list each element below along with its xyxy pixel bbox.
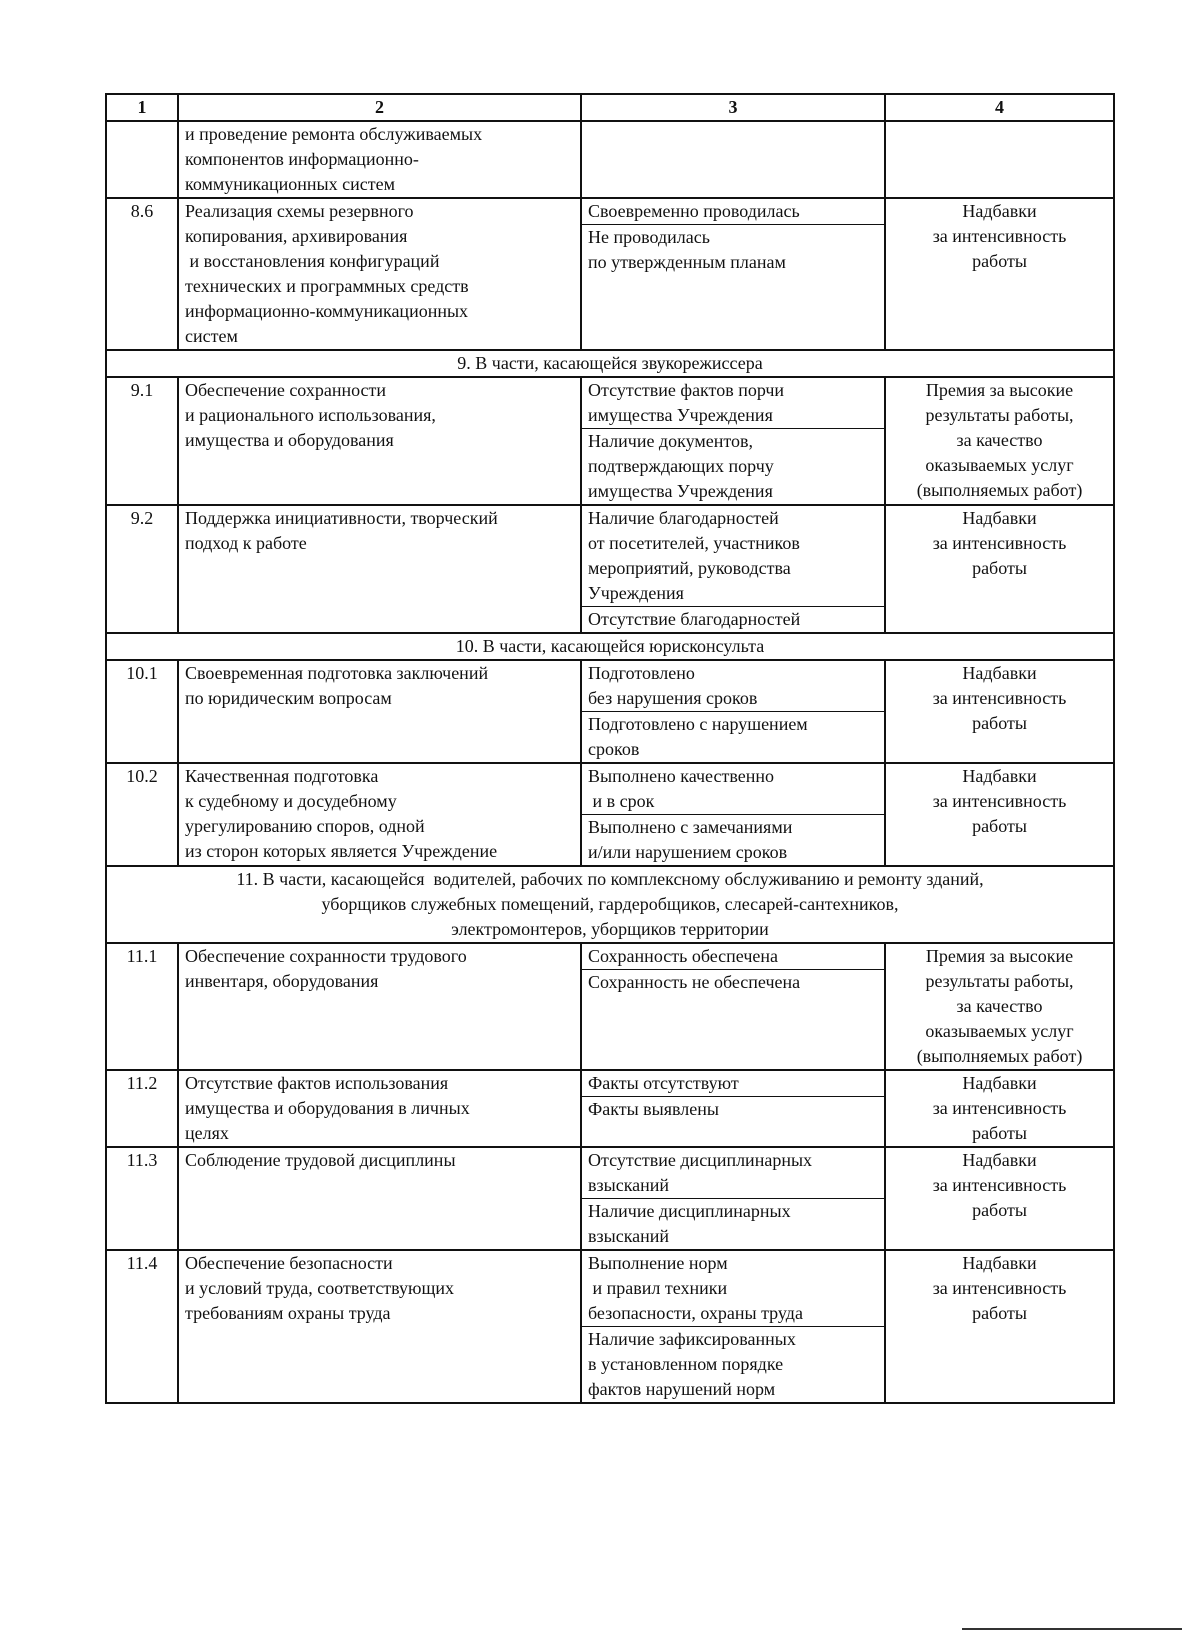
text-line: и/или нарушением сроков <box>588 842 788 862</box>
table-row <box>106 121 1114 198</box>
text-line: подтверждающих порчу <box>588 456 774 476</box>
text-line: электромонтеров, уборщиков территории <box>451 919 769 939</box>
text-line: Качественная подготовка <box>185 766 379 786</box>
text-line: и проведение ремонта обслуживаемых <box>185 124 483 144</box>
criterion <box>582 428 884 504</box>
text-line: взысканий <box>588 1226 670 1246</box>
text-line: оказываемых услуг <box>925 1021 1074 1041</box>
indicator-text <box>178 198 581 350</box>
text-line: за интенсивность <box>932 688 1067 708</box>
text-line: и условий труда, соответствующих <box>185 1278 454 1298</box>
item-number: 10.1 <box>106 660 178 763</box>
text-line: из сторон которых является Учреждение <box>185 841 498 861</box>
criterion <box>582 1326 884 1402</box>
text-line: Премия за высокие <box>925 946 1074 966</box>
item-number: 10.2 <box>106 763 178 866</box>
text-line: работы <box>972 1200 1027 1220</box>
text-line: и в срок <box>588 791 655 811</box>
text-line: взысканий <box>588 1175 670 1195</box>
criteria-cell <box>581 121 885 198</box>
text-line: оказываемых услуг <box>925 455 1074 475</box>
indicator-text <box>178 1147 581 1250</box>
text-line: (выполняемых работ) <box>916 1046 1083 1066</box>
criteria-cell <box>581 505 885 633</box>
criterion <box>582 1071 884 1096</box>
text-line: сроков <box>588 739 640 759</box>
section-heading <box>106 350 1114 377</box>
text-line: Факты выявлены <box>588 1099 720 1119</box>
text-line: по утвержденным планам <box>588 252 786 272</box>
criterion <box>582 378 884 428</box>
criteria-cell <box>581 377 885 505</box>
text-line: Отсутствие дисциплинарных <box>588 1150 813 1170</box>
text-line: Надбавки <box>962 508 1037 528</box>
text-line: Отсутствие благодарностей <box>588 609 801 629</box>
text-line: Премия за высокие <box>925 380 1074 400</box>
item-number <box>106 121 178 198</box>
text-line: за интенсивность <box>932 533 1067 553</box>
indicator-text <box>178 1070 581 1147</box>
text-line: Надбавки <box>962 1073 1037 1093</box>
item-number: 11.2 <box>106 1070 178 1147</box>
table-row <box>106 1070 1114 1147</box>
criterion <box>582 661 884 711</box>
criterion <box>582 944 884 969</box>
payment-type <box>885 763 1114 866</box>
text-line: Выполнено с замечаниями <box>588 817 793 837</box>
payment-type <box>885 1250 1114 1403</box>
text-line: Своевременно проводилась <box>588 201 800 221</box>
text-line: результаты работы, <box>925 971 1074 991</box>
text-line: Наличие благодарностей <box>588 508 779 528</box>
section-heading-row <box>106 350 1114 377</box>
text-line: Надбавки <box>962 1253 1037 1273</box>
item-number: 11.1 <box>106 943 178 1070</box>
table-row <box>106 377 1114 505</box>
payment-type <box>885 943 1114 1070</box>
text-line: коммуникационных систем <box>185 174 395 194</box>
text-line: Факты отсутствуют <box>588 1073 739 1093</box>
text-line: 9. В части, касающейся звукорежиссера <box>457 353 763 373</box>
criterion <box>582 764 884 814</box>
text-line: Поддержка инициативности, творческий <box>185 508 498 528</box>
criteria-cell <box>581 1070 885 1147</box>
indicator-text <box>178 943 581 1070</box>
text-line: и восстановления конфигураций <box>185 251 440 271</box>
criterion <box>582 1198 884 1249</box>
table-row <box>106 943 1114 1070</box>
text-line: безопасности, охраны труда <box>588 1303 803 1323</box>
criterion <box>582 199 884 224</box>
text-line: Обеспечение сохранности трудового <box>185 946 467 966</box>
criteria-cell <box>581 198 885 350</box>
text-line: технических и программных средств <box>185 276 469 296</box>
text-line: Надбавки <box>962 201 1037 221</box>
text-line: к судебному и досудебному <box>185 791 397 811</box>
text-line: работы <box>972 816 1027 836</box>
criteria-cell <box>581 1147 885 1250</box>
indicator-text <box>178 377 581 505</box>
text-line: Надбавки <box>962 663 1037 683</box>
item-number: 9.2 <box>106 505 178 633</box>
criteria-cell <box>581 943 885 1070</box>
payment-type <box>885 121 1114 198</box>
text-line: Отсутствие фактов использования <box>185 1073 449 1093</box>
column-header-3: 3 <box>581 94 885 121</box>
text-line: от посетителей, участников <box>588 533 800 553</box>
text-line: систем <box>185 326 238 346</box>
payment-type <box>885 198 1114 350</box>
section-heading-row <box>106 866 1114 943</box>
text-line: 10. В части, касающейся юрисконсульта <box>455 636 765 656</box>
section-heading <box>106 866 1114 943</box>
text-line: Наличие документов, <box>588 431 753 451</box>
text-line: имущества Учреждения <box>588 481 773 501</box>
scan-edge-line <box>962 1628 1182 1630</box>
text-line: Не проводилась <box>588 227 710 247</box>
text-line: за интенсивность <box>932 1175 1067 1195</box>
criterion <box>582 606 884 632</box>
item-number: 8.6 <box>106 198 178 350</box>
text-line: Отсутствие фактов порчи <box>588 380 785 400</box>
text-line: Учреждения <box>588 583 684 603</box>
text-line: Реализация схемы резервного <box>185 201 414 221</box>
text-line: Наличие зафиксированных <box>588 1329 796 1349</box>
text-line: без нарушения сроков <box>588 688 758 708</box>
indicator-text <box>178 1250 581 1403</box>
section-heading <box>106 633 1114 660</box>
text-line: Надбавки <box>962 766 1037 786</box>
text-line: компонентов информационно- <box>185 149 419 169</box>
text-line: за качество <box>956 430 1043 450</box>
text-line: Надбавки <box>962 1150 1037 1170</box>
text-line: 11. В части, касающейся водителей, рабочих по комплексному обслуживанию и ремонту зданий, <box>236 869 984 889</box>
text-line: работы <box>972 1123 1027 1143</box>
criteria-cell <box>581 660 885 763</box>
criteria-table <box>105 93 1115 1404</box>
text-line: работы <box>972 1303 1027 1323</box>
table-row <box>106 198 1114 350</box>
text-line: имущества и оборудования в личных <box>185 1098 470 1118</box>
indicator-text <box>178 505 581 633</box>
table-row <box>106 1147 1114 1250</box>
text-line: и правил техники <box>588 1278 728 1298</box>
text-line: требованиям охраны труда <box>185 1303 391 1323</box>
table-row <box>106 660 1114 763</box>
payment-type <box>885 1070 1114 1147</box>
text-line: работы <box>972 251 1027 271</box>
section-heading-row <box>106 633 1114 660</box>
criterion <box>582 224 884 275</box>
text-line: Своевременная подготовка заключений <box>185 663 489 683</box>
indicator-text <box>178 763 581 866</box>
item-number: 11.4 <box>106 1250 178 1403</box>
text-line: (выполняемых работ) <box>916 480 1083 500</box>
text-line: урегулированию споров, одной <box>185 816 425 836</box>
text-line: Обеспечение безопасности <box>185 1253 393 1273</box>
item-number: 9.1 <box>106 377 178 505</box>
column-header-2: 2 <box>178 94 581 121</box>
text-line: работы <box>972 713 1027 733</box>
criterion <box>582 711 884 762</box>
header-row <box>106 94 1114 121</box>
text-line: Сохранность не обеспечена <box>588 972 801 992</box>
criterion <box>582 814 884 865</box>
criterion <box>582 1148 884 1198</box>
criterion <box>582 1096 884 1122</box>
text-line: Наличие дисциплинарных <box>588 1201 791 1221</box>
text-line: имущества и оборудования <box>185 430 394 450</box>
column-header-4: 4 <box>885 94 1114 121</box>
payment-type <box>885 660 1114 763</box>
text-line: Соблюдение трудовой дисциплины <box>185 1150 456 1170</box>
criteria-cell <box>581 763 885 866</box>
table-row <box>106 505 1114 633</box>
payment-type <box>885 1147 1114 1250</box>
table-row <box>106 763 1114 866</box>
criteria-cell <box>581 1250 885 1403</box>
column-header-1: 1 <box>106 94 178 121</box>
text-line: и рационального использования, <box>185 405 436 425</box>
payment-type <box>885 505 1114 633</box>
text-line: копирования, архивирования <box>185 226 408 246</box>
text-line: информационно-коммуникационных <box>185 301 469 321</box>
text-line: за интенсивность <box>932 791 1067 811</box>
table-body <box>106 94 1114 1403</box>
payment-type <box>885 377 1114 505</box>
criterion <box>582 1251 884 1326</box>
text-line: уборщиков служебных помещений, гардеробщиков, слесарей-сантехников, <box>321 894 899 914</box>
text-line: за интенсивность <box>932 226 1067 246</box>
table-row <box>106 1250 1114 1403</box>
text-line: работы <box>972 558 1027 578</box>
criterion <box>582 506 884 606</box>
text-line: результаты работы, <box>925 405 1074 425</box>
text-line: фактов нарушений норм <box>588 1379 776 1399</box>
text-line: мероприятий, руководства <box>588 558 791 578</box>
text-line: в установленном порядке <box>588 1354 784 1374</box>
text-line: целях <box>185 1123 229 1143</box>
text-line: инвентаря, оборудования <box>185 971 379 991</box>
criterion <box>582 969 884 995</box>
text-line: имущества Учреждения <box>588 405 773 425</box>
text-line: за интенсивность <box>932 1278 1067 1298</box>
text-line: Сохранность обеспечена <box>588 946 779 966</box>
text-line: Обеспечение сохранности <box>185 380 387 400</box>
indicator-text <box>178 121 581 198</box>
text-line: Выполнение норм <box>588 1253 728 1273</box>
text-line: по юридическим вопросам <box>185 688 392 708</box>
text-line: подход к работе <box>185 533 307 553</box>
text-line: за качество <box>956 996 1043 1016</box>
text-line: Подготовлено с нарушением <box>588 714 808 734</box>
item-number: 11.3 <box>106 1147 178 1250</box>
indicator-text <box>178 660 581 763</box>
text-line: Подготовлено <box>588 663 695 683</box>
text-line: за интенсивность <box>932 1098 1067 1118</box>
text-line: Выполнено качественно <box>588 766 774 786</box>
